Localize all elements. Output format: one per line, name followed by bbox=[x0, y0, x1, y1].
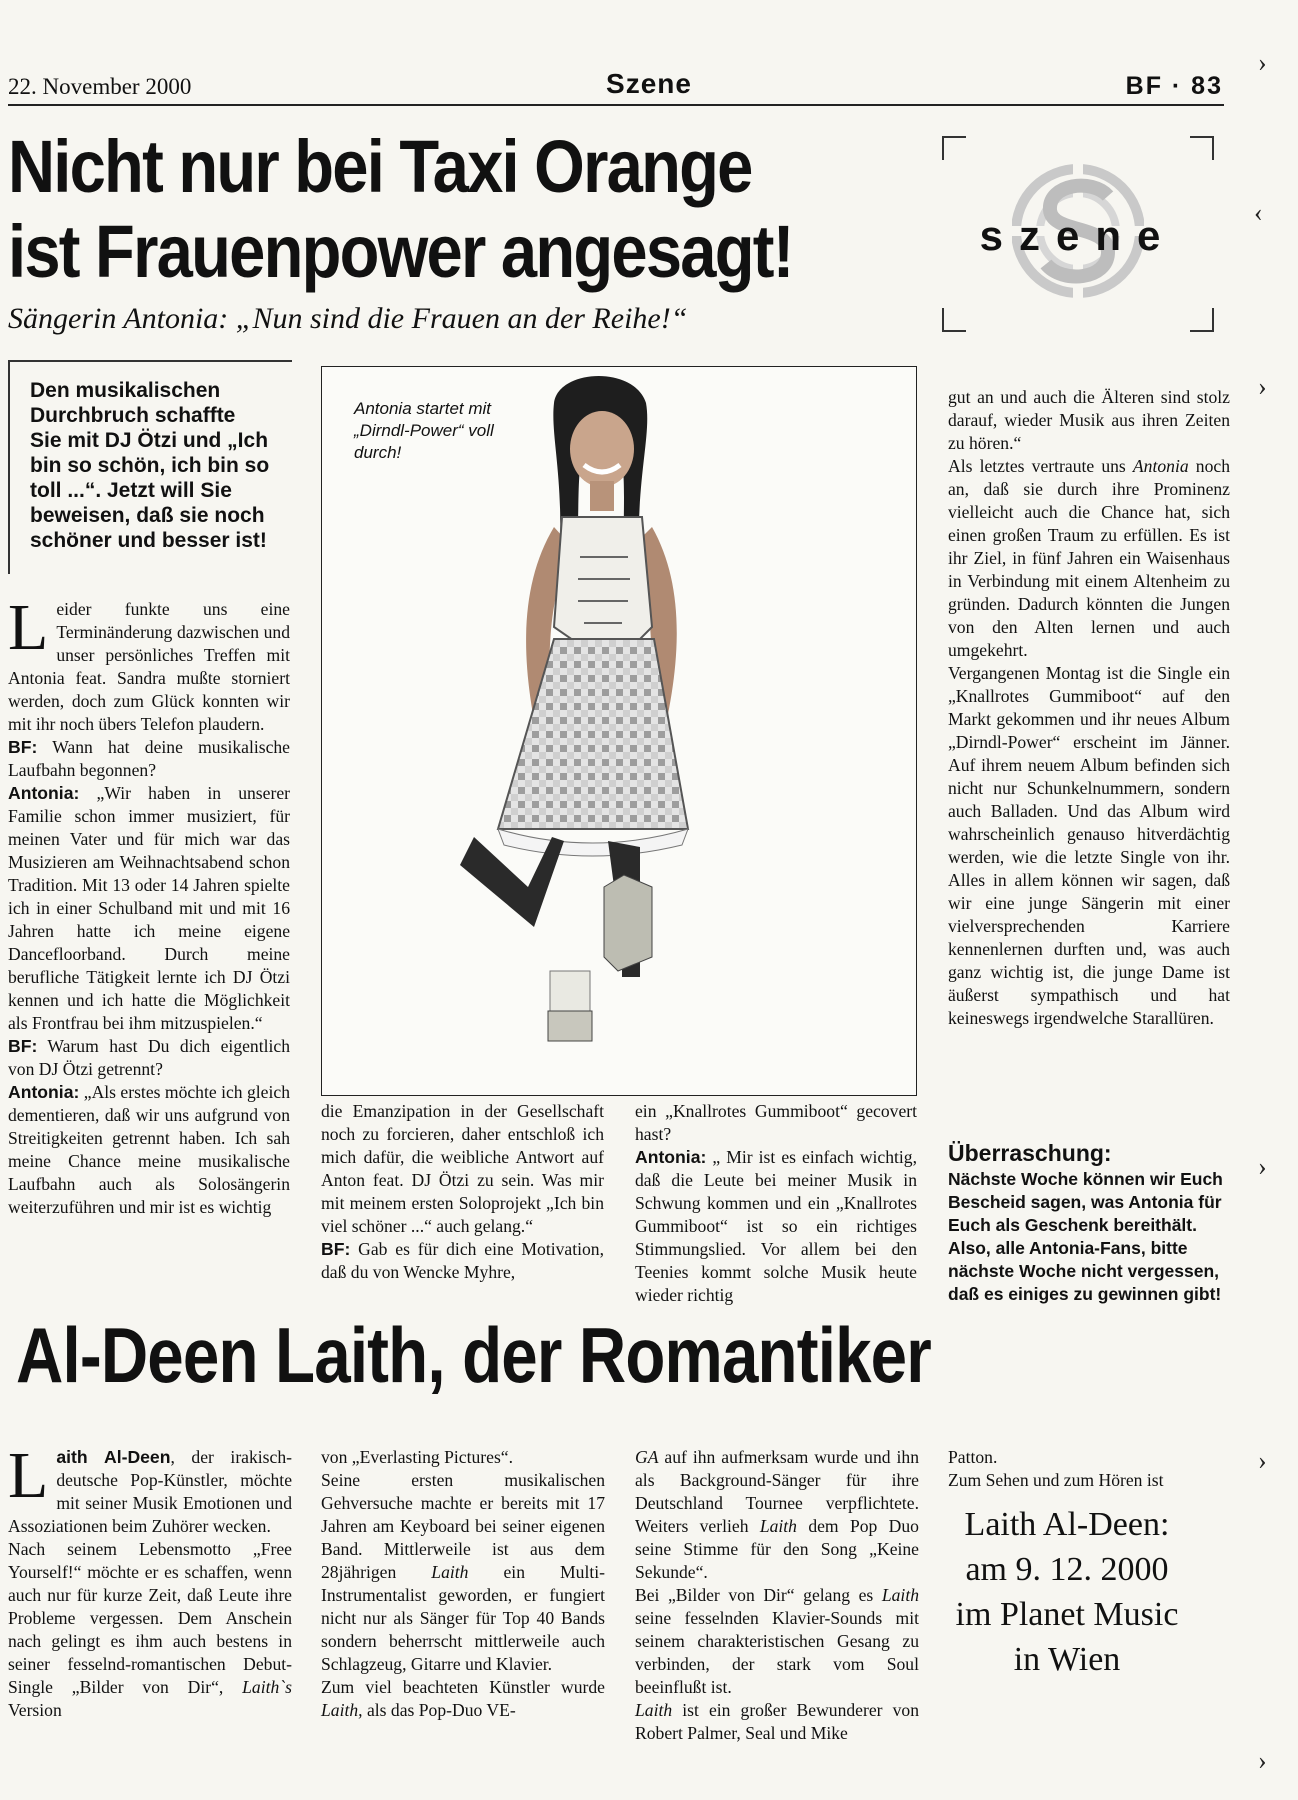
subtitle-antonia: Sängerin Antonia: „Nun sind die Frauen an der Reihe!“ bbox=[8, 302, 688, 335]
paragraph-text: Wann hat deine musikalische Laufbahn begonnen? bbox=[8, 737, 290, 780]
paragraph-text: „Als erstes möchte ich gleich dementieren, daß wir uns aufgrund von Streitigkeiten getrennt haben. Ich sah meine Chance meine musikalische Laufbahn auch als Solosängerin weiterzuführen und mir ist es wichtig bbox=[8, 1082, 290, 1217]
speaker-label: Antonia: bbox=[635, 1147, 707, 1167]
caption-text: Antonia startet mit „Dirndl-Power“ voll durch! bbox=[354, 399, 494, 462]
event-line: in Wien bbox=[1013, 1641, 1121, 1678]
headline-laith: Al-Deen Laith, der Romantiker bbox=[16, 1311, 931, 1399]
paragraph bbox=[635, 1584, 919, 1699]
event-info bbox=[932, 1502, 1202, 1682]
corner-mark bbox=[1190, 136, 1214, 160]
singer-photo-illustration bbox=[322, 367, 916, 1095]
section-title: Szene bbox=[606, 68, 692, 99]
name-emphasis: Antonia bbox=[1132, 456, 1189, 476]
paragraph-text: Bei „Bilder von Dir“ gelang es bbox=[635, 1585, 882, 1605]
name-emphasis: GA bbox=[635, 1447, 659, 1467]
paragraph-text: „ Mir ist es einfach wichtig, daß die Leute bei meiner Musik in Schwung kommen und ein „Knallrotes Gummiboot“ ist so ein richtiges Stimmungslied. Vor allem bei den Teenies kommt solche Musik heute wieder richtig bbox=[635, 1147, 917, 1305]
paragraph-text: von „Everlasting Pictures“. bbox=[321, 1447, 514, 1467]
article2-column-2 bbox=[321, 1446, 605, 1722]
paragraph-text: Version bbox=[8, 1700, 62, 1720]
paragraph-text: Warum hast Du dich eigentlich von DJ Ötzi getrennt? bbox=[8, 1036, 290, 1079]
paragraph bbox=[948, 662, 1230, 1030]
paragraph-text: gut an und auch die Älteren sind stolz darauf, wieder Musik aus ihren Zeiten zu hören.“ bbox=[948, 387, 1230, 453]
paragraph-text: die Emanzipation in der Gesellschaft noch zu forcieren, daher entschloß ich mich dafür, die weibliche Antwort auf Anton feat. DJ Ötzi zu sein. Was mir mit meinem ersten Soloprojekt „Ich bin viel schöner ...“ auch gelang.“ bbox=[321, 1101, 604, 1236]
paragraph-text: Zum Sehen und zum Hören ist bbox=[948, 1470, 1164, 1490]
paragraph bbox=[8, 1538, 292, 1722]
issue-date: 22. November 2000 bbox=[8, 74, 192, 99]
paragraph-text: dem Pop Duo seine Stimme für den Song „Keine Sekunde“. bbox=[635, 1516, 919, 1582]
photo-caption bbox=[354, 398, 494, 464]
event-line: am 9. 12. 2000 bbox=[965, 1551, 1169, 1588]
paragraph bbox=[8, 1439, 292, 1538]
logo-wordmark: szene bbox=[979, 212, 1177, 259]
speaker-label: BF: bbox=[8, 1036, 38, 1056]
speaker-label: Antonia: bbox=[8, 1082, 80, 1102]
paragraph bbox=[321, 1238, 604, 1284]
corner-mark bbox=[1190, 308, 1214, 332]
masthead-rule bbox=[8, 104, 1224, 106]
paragraph bbox=[8, 1035, 290, 1081]
paragraph bbox=[8, 782, 290, 1035]
paragraph bbox=[321, 1676, 605, 1722]
scan-mark: › bbox=[1258, 1746, 1267, 1775]
paragraph bbox=[635, 1446, 919, 1584]
paragraph-text: ist ein großer Bewunderer von Robert Palmer, Seal und Mike bbox=[635, 1700, 919, 1743]
name-emphasis: Laith`s bbox=[242, 1677, 292, 1697]
paragraph bbox=[8, 591, 290, 736]
name-emphasis: Laith bbox=[881, 1585, 919, 1605]
speaker-label: Antonia: bbox=[8, 783, 80, 803]
paragraph-text: , der irakisch-deutsche Pop-Künstler, möchte mit seiner Musik Emotionen und Assoziationen beim Zuhörer wecken. bbox=[8, 1447, 292, 1536]
scan-mark: › bbox=[1258, 372, 1267, 401]
name-emphasis: Laith bbox=[759, 1516, 797, 1536]
article2-column-1 bbox=[8, 1439, 292, 1722]
scan-mark: › bbox=[1258, 1152, 1267, 1181]
event-line: im Planet Music bbox=[955, 1596, 1179, 1633]
surprise-text: Nächste Woche können wir Euch Bescheid sagen, was Antonia für Euch als Geschenk bereithält. Also, alle Antonia-Fans, bitte nächste Woche nicht vergessen, daß es einiges zu gewinnen gibt! bbox=[948, 1169, 1223, 1304]
page-badge: BF · 83 bbox=[1125, 72, 1223, 100]
szene-logo bbox=[942, 136, 1214, 332]
article1-column-1 bbox=[8, 591, 290, 1219]
paragraph-text: Gab es für dich eine Motivation, daß du von Wencke Myhre, bbox=[321, 1239, 604, 1282]
speaker-label: BF: bbox=[8, 737, 38, 757]
surprise-heading: Überraschung: bbox=[948, 1140, 1112, 1166]
paragraph-text: „Wir haben in unserer Familie schon immer musiziert, für meinen Vater und für mich war das Musizieren am Weihnachtsabend schon Tradition. Mit 13 oder 14 Jahren spielte ich in einer Schulband mit und mit 16 Jahren hatte ich meine eigene Dancefloorband. Durch meine berufliche Tätigkeit lernte ich DJ Ötzi kennen und ich hatte die Möglichkeit als Frontfrau bei ihm mitzuspielen.“ bbox=[8, 783, 290, 1033]
paragraph-text: Vergangenen Montag ist die Single ein „Knallrotes Gummiboot“ auf den Markt gekommen und ihr neues Album „Dirndl-Power“ erscheint im Jänner. Auf ihrem neuem Album befinden sich nicht nur Schunkelnummern, sondern auch Balladen. Und das Album wird wahrscheinlich genauso hitverdächtig werden, wie die letzte Single von ihr. Alles in allem können wir sagen, daß wir eine junge Sängerin mit einer vielversprechenden Karriere kennenlernen durften und, was auch ganz wichtig ist, die junge Dame ist äußerst sympathisch und hat keineswegs irgendwelche Starallüren. bbox=[948, 663, 1230, 1028]
corner-mark bbox=[942, 136, 966, 160]
paragraph bbox=[948, 386, 1230, 455]
photo-antonia bbox=[321, 366, 917, 1096]
paragraph bbox=[8, 736, 290, 782]
paragraph-text: auf ihn aufmerksam wurde und ihn als Background-Sänger für ihre Deutschland Tournee verpflichtete. Weiters verlieh bbox=[635, 1447, 919, 1536]
paragraph bbox=[635, 1146, 917, 1307]
paragraph bbox=[321, 1100, 604, 1238]
paragraph-text: Patton. bbox=[948, 1447, 998, 1467]
scan-mark: › bbox=[1258, 48, 1267, 77]
name-emphasis: Laith bbox=[431, 1562, 469, 1582]
paragraph bbox=[635, 1100, 917, 1146]
event-line: Laith Al-Deen: bbox=[964, 1506, 1170, 1543]
paragraph-text: seine fesselnden Klavier-Sounds mit seinem charakteristischen Gesang zu verbinden, der stark vom Soul beeinflußt ist. bbox=[635, 1608, 919, 1697]
surprise-box bbox=[948, 1138, 1230, 1306]
paragraph-text: Als letztes vertraute uns bbox=[948, 456, 1133, 476]
paragraph-text: Seine ersten musikalischen Gehversuche machte er bereits mit 17 Jahren am Keyboard bei seiner eigenen Band. Mittlerweile ist aus dem 28jährigen bbox=[321, 1470, 605, 1582]
headline-antonia: Nicht nur bei Taxi Orange ist Frauenpower angesagt! bbox=[8, 125, 793, 293]
paragraph-text: ein Multi-Instrumentalist geworden, er fungiert nicht nur als Sänger für Top 40 Bands sondern beherrscht mittlerweile auch Schlagzeug, Gitarre und Klavier. bbox=[321, 1562, 605, 1674]
paragraph bbox=[635, 1699, 919, 1745]
paragraph-text: eider funkte uns eine Terminänderung dazwischen und unser persönliches Treffen mit Antonia feat. Sandra mußte storniert werden, doch zum Glück konnten wir mit ihr noch übers Telefon plaudern. bbox=[8, 599, 290, 734]
paragraph bbox=[948, 1469, 1230, 1492]
paragraph bbox=[321, 1446, 605, 1469]
article1-column-3 bbox=[635, 1100, 917, 1307]
name-emphasis: Laith, bbox=[321, 1700, 363, 1720]
corner-mark bbox=[942, 308, 966, 332]
scan-mark: › bbox=[1258, 1446, 1267, 1475]
article1-column-2 bbox=[321, 1100, 604, 1284]
paragraph bbox=[321, 1469, 605, 1676]
drop-cap: L bbox=[8, 591, 49, 664]
paragraph-text: ein „Knallrotes Gummiboot“ gecovert hast? bbox=[635, 1101, 917, 1144]
speaker-label: BF: bbox=[321, 1239, 351, 1259]
paragraph bbox=[948, 1446, 1230, 1469]
article2-column-3 bbox=[635, 1446, 919, 1745]
paragraph-text: noch an, daß sie durch ihre Prominenz vielleicht auch die Chance hat, sich einen großen Traum zu erfüllen. Es ist ihr Ziel, in fünf Jahren ein Waisenhaus in Verbindung mit einem Altenheim zu gründen. Dadurch könnten die Jungen von den Alten lernen und auch umgekehrt. bbox=[948, 456, 1230, 660]
name-emphasis: Laith bbox=[635, 1700, 673, 1720]
paragraph bbox=[8, 1081, 290, 1219]
drop-cap: L bbox=[8, 1439, 49, 1512]
article2-column-4 bbox=[948, 1446, 1230, 1492]
paragraph-text: Nach seinem Lebensmotto „Free Yourself!“ möchte er es schaffen, wenn auch nur für kurze Zeit, daß Leute ihre Probleme vergessen. Dem Anschein nach gelingt es ihm auch bestens in seiner fesselnd-romantischen Debut-Single „Bilder von Dir“, bbox=[8, 1539, 292, 1697]
paragraph-text: als das Pop-Duo VE- bbox=[362, 1700, 516, 1720]
intro-text: Den musikalischen Durchbruch schaffte Sie mit DJ Ötzi und „Ich bin so schön, ich bin so toll ...“. Jetzt will Sie beweisen, daß sie noch schöner und besser ist! bbox=[30, 379, 270, 552]
scan-mark: ‹ bbox=[1254, 198, 1263, 227]
lead-name: aith Al-Deen bbox=[56, 1447, 171, 1467]
paragraph bbox=[948, 455, 1230, 662]
article1-column-4 bbox=[948, 386, 1230, 1030]
paragraph-text: Zum viel beachteten Künstler wurde bbox=[321, 1677, 605, 1697]
